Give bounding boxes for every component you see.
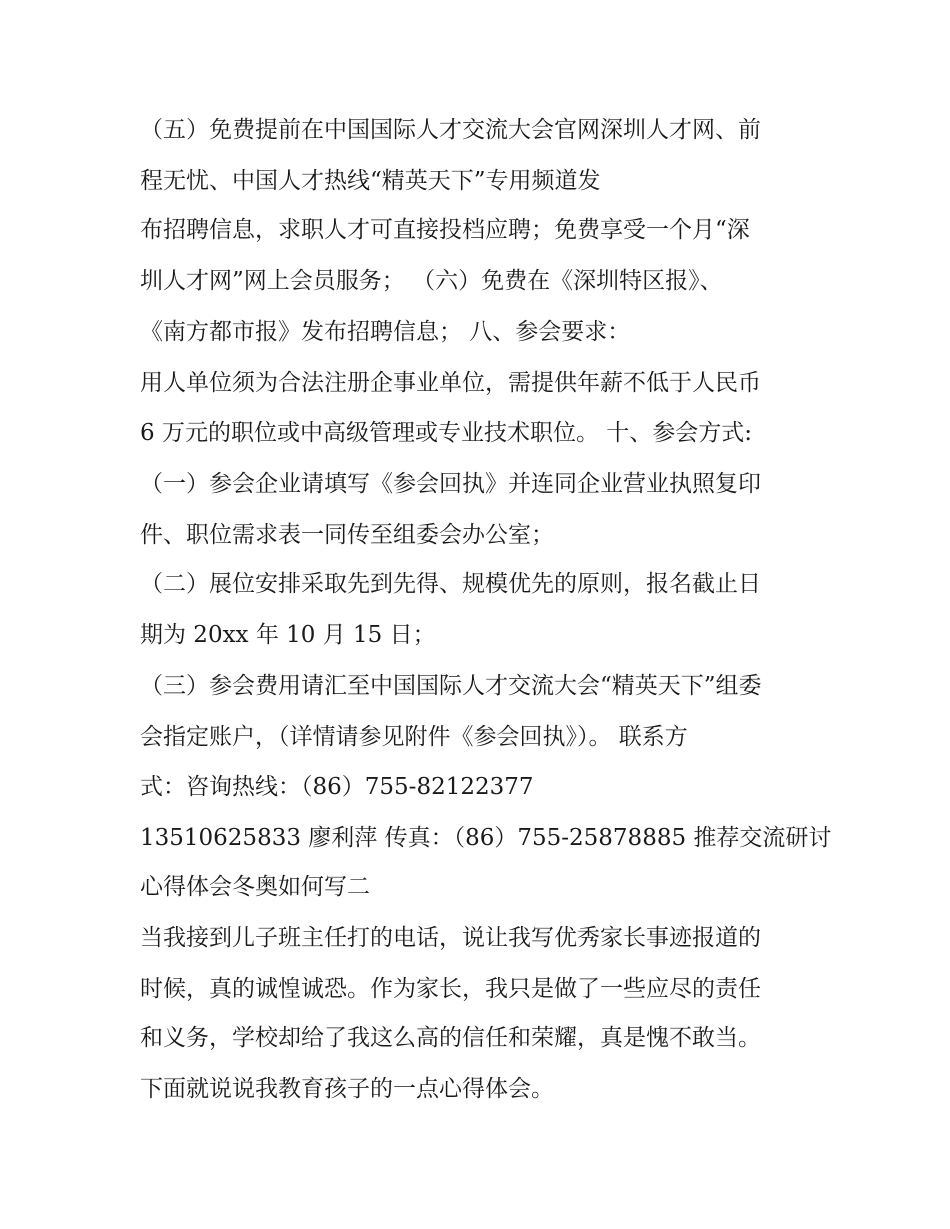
text-line: 会指定账户，（详情请参见附件《参会回执》）。 联系方 — [140, 724, 688, 750]
text-line: 圳人才网”网上会员服务； （六）免费在《深圳特区报》、 — [140, 268, 723, 294]
text-line: （一）参会企业请填写《参会回执》并连同企业营业执照复印 — [140, 471, 761, 497]
text-line: （五）免费提前在中国国际人才交流大会官网深圳人才网、前 — [140, 117, 761, 143]
text-line: 件、职位需求表一同传至组委会办公室； — [140, 522, 554, 548]
text-line: 下面就说说我教育孩子的一点心得体会。 — [140, 1076, 554, 1102]
text-line: 6 万元的职位或中高级管理或专业技术职位。 十、参会方式: — [140, 420, 753, 446]
text-line: 和义务，学校却给了我这么高的信任和荣耀，真是愧不敢当。 — [140, 1025, 761, 1051]
text-line: 用人单位须为合法注册企事业单位，需提供年薪不低于人民币 — [140, 370, 761, 396]
text-line: （二）展位安排采取先到先得、规模优先的原则，报名截止日 — [140, 571, 761, 597]
text-line: 13510625833 廖利萍 传真：（86）755-25878885 推荐交流研讨 — [140, 825, 832, 851]
text-line: 式：咨询热线：（86）755-82122377 — [140, 774, 534, 800]
text-line: 布招聘信息，求职人才可直接投档应聘；免费享受一个月“深 — [140, 217, 750, 243]
text-line: （三）参会费用请汇至中国国际人才交流大会“精英天下”组委 — [140, 673, 762, 699]
text-line: 程无忧、中国人才热线“精英天下”专用频道发 — [140, 168, 601, 194]
text-line: 时候，真的诚惶诚恐。作为家长，我只是做了一些应尽的责任 — [140, 976, 761, 1002]
section-heading: 心得体会冬奥如何写二 — [140, 874, 370, 900]
text-line: 《南方都市报》发布招聘信息； 八、参会要求： — [140, 319, 631, 345]
text-line: 当我接到儿子班主任打的电话，说让我写优秀家长事迹报道的 — [140, 925, 761, 951]
text-line: 期为 20xx 年 10 月 15 日； — [140, 622, 436, 648]
